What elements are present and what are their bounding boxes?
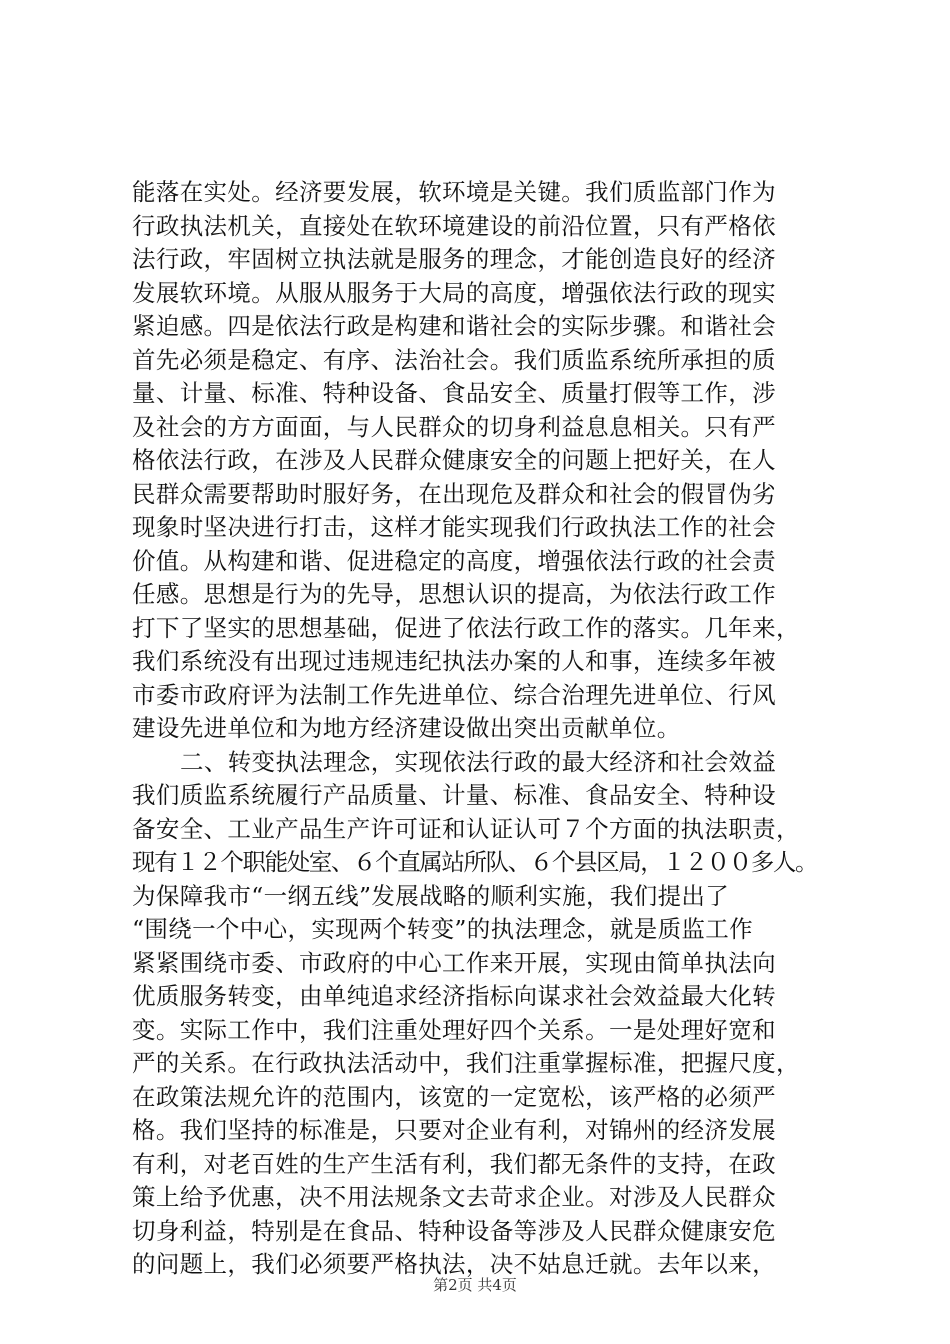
text-line: 在政策法规允许的范围内，该宽的一定宽松，该严格的必须严 [132, 1082, 776, 1111]
text-line: 民群众需要帮助时服好务，在出现危及群众和社会的假冒伪劣 [132, 479, 776, 508]
text-line: 及社会的方方面面，与人民群众的切身利益息息相关。只有严 [132, 412, 776, 441]
text-line: 有利，对老百姓的生产生活有利，我们都无条件的支持，在政 [132, 1149, 776, 1178]
text-line: 发展软环境。从服从服务于大局的高度，增强依法行政的现实 [132, 278, 776, 307]
text-line: 的问题上，我们必须要严格执法，决不姑息迁就。去年以来， [132, 1250, 776, 1278]
text-line: 优质服务转变，由单纯追求经济指标向谋求社会效益最大化转 [132, 982, 776, 1010]
text-line: 打下了坚实的思想基础，促进了依法行政工作的落实。几年来， [132, 613, 800, 642]
section-heading: 二、转变执法理念，实现依法行政的最大经济和社会效益 [180, 747, 777, 776]
text-line: 严的关系。在行政执法活动中，我们注重掌握标准，把握尺度， [132, 1049, 800, 1077]
text-line: 现有１２个职能处室、６个直属站所队、６个县区局，１２００多人。 [132, 848, 818, 876]
text-line: 现象时坚决进行打击，这样才能实现我们行政执法工作的社会 [132, 513, 776, 541]
body-text [132, 176, 822, 1282]
text-line: 为保障我市“一纲五线”发展战略的顺利实施，我们提出了 [132, 881, 730, 910]
text-line: 切身利益，特别是在食品、特种设备等涉及人民群众健康安危 [132, 1216, 776, 1245]
text-line: 我们质监系统履行产品质量、计量、标准、食品安全、特种设 [132, 781, 776, 809]
text-line: 格依法行政，在涉及人民群众健康安全的问题上把好关，在人 [132, 446, 776, 474]
text-line: 法行政，牢固树立执法就是服务的理念，才能创造良好的经济 [132, 245, 776, 273]
text-line: 我们系统没有出现过违规违纪执法办案的人和事，连续多年被 [132, 647, 776, 675]
text-line: 建设先进单位和为地方经济建设做出突出贡献单位。 [132, 714, 681, 742]
page-footer: 第2页 共4页 [433, 1276, 517, 1294]
text-line: 备安全、工业产品生产许可证和认证认可７个方面的执法职责， [132, 814, 800, 843]
text-line: 价值。从构建和谐、促进稳定的高度，增强依法行政的社会责 [132, 546, 776, 575]
text-line: “围绕一个中心，实现两个转变”的执法理念，就是质监工作 [132, 915, 753, 943]
text-line: 变。实际工作中，我们注重处理好四个关系。一是处理好宽和 [132, 1015, 776, 1044]
text-line: 格。我们坚持的标准是，只要对企业有利，对锦州的经济发展 [132, 1116, 776, 1144]
text-line: 紧紧围绕市委、市政府的中心工作来开展，实现由简单执法向 [132, 948, 776, 977]
text-line: 量、计量、标准、特种设备、食品安全、质量打假等工作，涉 [132, 379, 776, 407]
text-line: 行政执法机关，直接处在软环境建设的前沿位置，只有严格依 [132, 211, 776, 240]
text-line: 紧迫感。四是依法行政是构建和谐社会的实际步骤。和谐社会 [132, 312, 776, 340]
text-line: 能落在实处。经济要发展，软环境是关键。我们质监部门作为 [132, 178, 776, 206]
text-line: 市委市政府评为法制工作先进单位、综合治理先进单位、行风 [132, 680, 776, 709]
text-line: 首先必须是稳定、有序、法治社会。我们质监系统所承担的质 [132, 345, 776, 374]
text-line: 任感。思想是行为的先导，思想认识的提高，为依法行政工作 [132, 580, 776, 608]
text-line: 策上给予优惠，决不用法规条文去苛求企业。对涉及人民群众 [132, 1183, 776, 1211]
